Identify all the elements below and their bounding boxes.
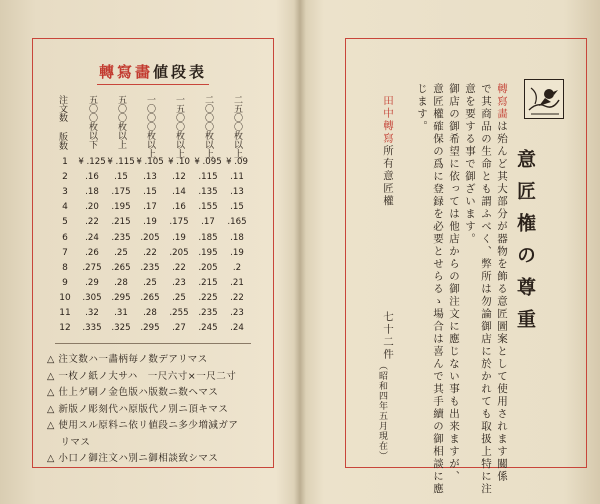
price-cell: .15 <box>230 202 244 213</box>
body-line-2: で其商品の生命とも謂ふべく、弊所は勿論御店に於かれても取扱上特に注 <box>480 83 492 496</box>
price-cell: .16 <box>172 202 186 213</box>
column-header-3: 一〇〇〇枚以上 <box>145 95 155 158</box>
price-cell: .13 <box>230 187 244 198</box>
design-rights-frame <box>345 38 587 496</box>
owner-label <box>380 95 396 208</box>
price-cell: ¥ .10 <box>168 157 190 167</box>
price-cell: .22 <box>143 247 157 258</box>
title-underline <box>97 84 209 85</box>
row-number: 2 <box>62 172 68 183</box>
price-cell: .21 <box>230 277 244 288</box>
body-line-1-red: 轉寫畵 <box>496 83 508 121</box>
price-cell: .22 <box>85 217 99 228</box>
row-number: 4 <box>62 202 68 213</box>
row-number: 7 <box>62 247 68 258</box>
row-number: 1 <box>62 157 68 167</box>
price-cell: .2 <box>232 262 242 273</box>
price-cell: .18 <box>85 187 99 198</box>
price-cell: .185 <box>198 232 218 243</box>
price-cell: ¥ .095 <box>194 157 222 167</box>
book-gutter <box>294 0 306 504</box>
price-cell: .26 <box>85 247 99 258</box>
notes-divider <box>55 343 251 344</box>
note-line: △ 新版ノ彫刻代ハ原版代ノ別ニ頂キマス <box>47 403 229 415</box>
price-cell: .16 <box>85 172 99 183</box>
price-table-title <box>33 61 273 82</box>
price-cell: .19 <box>172 232 186 243</box>
body-line-1-rest: は殆んど其大部分が器物を飾る意匠圖案として使用されます關係 <box>496 120 508 483</box>
body-line-3: 意を要する事で御ざいます。 <box>464 83 476 246</box>
column-header-6: 二五〇〇枚以上 <box>232 95 242 158</box>
price-cell: .115 <box>198 172 218 183</box>
price-cell: ¥ .125 <box>78 157 106 167</box>
price-cell: .23 <box>230 308 244 318</box>
row-number: 8 <box>62 262 68 273</box>
price-cell: .235 <box>198 308 218 318</box>
price-table-frame <box>32 38 274 468</box>
body-line-1 <box>494 83 510 483</box>
note-line: △ 一枚ノ紙ノ大サハ 一尺六寸×一尺二寸 <box>47 370 237 382</box>
price-cell: .13 <box>143 172 157 183</box>
price-cell: .18 <box>230 232 244 243</box>
price-cell: .175 <box>169 217 189 228</box>
column-header-0: 注文数 版数 <box>57 95 67 150</box>
price-cell: .23 <box>172 277 186 288</box>
price-cell: .165 <box>227 217 247 228</box>
bird-emblem-icon <box>524 79 564 119</box>
price-cell: .135 <box>198 187 218 198</box>
column-header-1: 五〇〇枚以下 <box>87 95 97 149</box>
price-cell: .29 <box>85 277 99 288</box>
price-cell: .19 <box>230 247 244 258</box>
row-number: 12 <box>59 323 71 334</box>
price-cell: .235 <box>140 262 160 273</box>
price-cell: ¥ .105 <box>136 157 164 167</box>
price-cell: .305 <box>82 292 102 303</box>
price-cell: .155 <box>198 202 218 213</box>
price-cell: .175 <box>111 187 131 198</box>
price-cell: .25 <box>172 292 186 303</box>
price-cell: .295 <box>140 323 160 334</box>
price-cell: ¥ .09 <box>226 157 248 167</box>
price-cell: .235 <box>111 232 131 243</box>
row-number: 11 <box>59 308 71 318</box>
row-number: 10 <box>59 292 71 303</box>
column-header-4: 一五〇〇枚以上 <box>174 95 184 158</box>
price-cell: .265 <box>140 292 160 303</box>
body-line-4: 御店の御希望に依っては他店からの御注文に應じない事も出来ますが、 <box>448 83 460 483</box>
price-cell: .22 <box>172 262 186 273</box>
owner-red: 田中轉寫 <box>382 95 394 145</box>
price-cell: .27 <box>172 323 186 334</box>
price-cell: .195 <box>198 247 218 258</box>
price-cell: .205 <box>169 247 189 258</box>
price-cell: .215 <box>111 217 131 228</box>
price-cell: .31 <box>114 308 128 318</box>
price-cell: .265 <box>111 262 131 273</box>
price-cell: .32 <box>85 308 99 318</box>
note-line: △ 仕上ゲ刷ノ金色版ハ版数ニ数ヘマス <box>47 387 219 398</box>
price-cell: .20 <box>85 202 99 213</box>
body-line-5: 意匠權確保の爲に登録を必要とせらるゝ場合は喜んで其手續の御相談に應 <box>432 83 444 496</box>
price-cell: ¥ .115 <box>107 157 135 167</box>
price-cell: .205 <box>140 232 160 243</box>
price-cell: .14 <box>172 187 186 198</box>
price-cell: .28 <box>114 277 128 288</box>
price-cell: .335 <box>82 323 102 334</box>
owner-rest: 所有意匠權 <box>382 145 394 208</box>
price-cell: .215 <box>198 277 218 288</box>
column-header-2: 五〇〇枚以上 <box>116 95 126 149</box>
body-line-6: じます。 <box>416 83 428 133</box>
price-cell: .195 <box>111 202 131 213</box>
price-cell: .24 <box>85 232 99 243</box>
price-cell: .12 <box>172 172 186 183</box>
note-line: △ 注文数ハ一畵柄毎ノ数デアリマス <box>47 354 208 365</box>
price-cell: .295 <box>111 292 131 303</box>
price-cell: .11 <box>230 172 244 183</box>
price-cell: .205 <box>198 262 218 273</box>
price-cell: .19 <box>143 217 157 228</box>
column-header-5: 二〇〇〇枚以上 <box>203 95 213 158</box>
design-rights-heading: 意匠権の尊重 <box>514 149 536 341</box>
date-note: （昭和四年五月現在） <box>377 361 387 461</box>
price-cell: .325 <box>111 323 131 334</box>
price-cell: .22 <box>230 292 244 303</box>
row-number: 9 <box>62 277 68 288</box>
price-cell: .15 <box>143 187 157 198</box>
price-cell: .17 <box>201 217 215 228</box>
row-number: 5 <box>62 217 68 228</box>
row-number: 3 <box>62 187 68 198</box>
row-number: 6 <box>62 232 68 243</box>
price-cell: .245 <box>198 323 218 334</box>
price-cell: .255 <box>169 308 189 318</box>
note-line: △ 使用スル原料ニ依リ値段ニ多少増減ガア <box>47 420 239 431</box>
title-rest-part: 値段表 <box>153 63 208 81</box>
design-count: 七十二件 <box>382 311 394 361</box>
price-cell: .225 <box>198 292 218 303</box>
note-line: リマス <box>47 436 91 448</box>
title-red-part: 轉寫畵 <box>98 63 153 81</box>
note-line: △ 小口ノ御注文ハ別ニ御相談致シマス <box>47 453 219 464</box>
price-cell: .24 <box>230 323 244 334</box>
price-cell: .275 <box>82 262 102 273</box>
price-cell: .25 <box>114 247 128 258</box>
price-cell: .15 <box>114 172 128 183</box>
price-cell: .17 <box>143 202 157 213</box>
price-cell: .28 <box>143 308 157 318</box>
price-cell: .25 <box>143 277 157 288</box>
